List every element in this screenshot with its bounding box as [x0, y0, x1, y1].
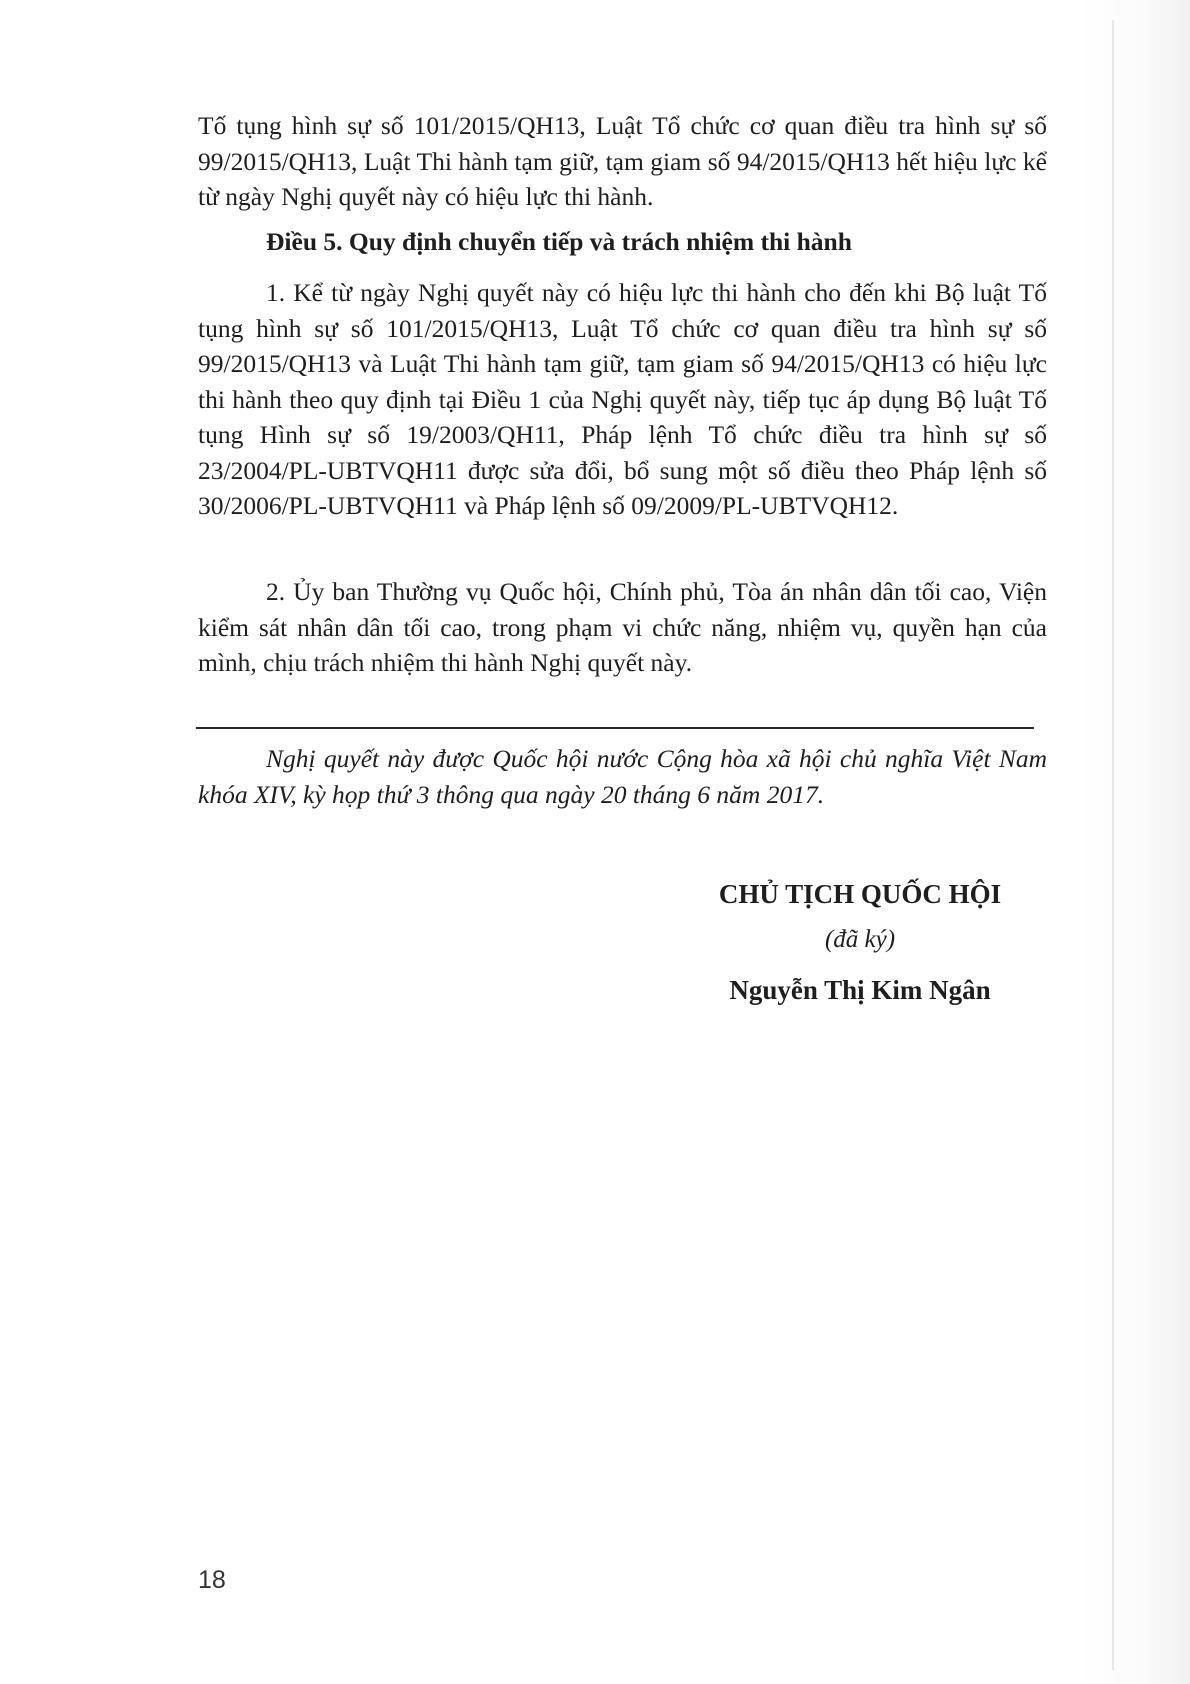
article-5-clause-2: 2. Ủy ban Thường vụ Quốc hội, Chính phủ, Tòa án nhân dân tối cao, Viện kiểm sát nhân dân tối cao, trong phạm vi chức năng, nhiệm vụ, quyền hạn của mình, chịu trách nhiệm thi hành Nghị quyết này.: [198, 577, 1047, 677]
intro-paragraph-block: [198, 108, 1047, 215]
article-5-clause-1: 1. Kể từ ngày Nghị quyết này có hiệu lực thi hành cho đến khi Bộ luật Tố tụng hình sự số 101/2015/QH13, Luật Tổ chức cơ quan điều tra hình sự số 99/2015/QH13 và Luật Thi hành tạm giữ, tạm giam số 94/2015/QH13 có hiệu lực thi hành theo quy định tại Điều 1 của Nghị quyết này, tiếp tục áp dụng Bộ luật Tố tụng Hình sự số 19/2003/QH11, Pháp lệnh Tổ chức điều tra hình sự số 23/2004/PL-UBTVQH11 được sửa đổi, bổ sung một số điều theo Pháp lệnh số 30/2006/PL-UBTVQH11 và Pháp lệnh số 09/2009/PL-UBTVQH12.: [198, 278, 1047, 520]
adoption-note: Nghị quyết này được Quốc hội nước Cộng hòa xã hội chủ nghĩa Việt Nam khóa XIV, kỳ họp thứ 3 thông qua ngày 20 tháng 6 năm 2017.: [198, 744, 1047, 809]
article-5-clause-2-block: [198, 574, 1047, 681]
section-divider: [196, 727, 1034, 729]
page-number: 18: [198, 1566, 226, 1594]
signed-note: (đã ký): [824, 926, 896, 953]
intro-paragraph: Tố tụng hình sự số 101/2015/QH13, Luật Tổ chức cơ quan điều tra hình sự số 99/2015/QH13, Luật Thi hành tạm giữ, tạm giam số 94/2015/QH13 hết hiệu lực kể từ ngày Nghị quyết này có hiệu lực thi hành.: [198, 111, 1047, 211]
article-5-heading: Điều 5. Quy định chuyển tiếp và trách nhiệm thi hành: [266, 227, 852, 256]
signature-block: [660, 872, 1060, 1012]
page-edge-shadow: [1080, 0, 1190, 1684]
article-5-clause-1-block: [198, 275, 1047, 524]
page-edge-line: [1112, 20, 1114, 1670]
adoption-note-block: [198, 741, 1047, 812]
signatory-title: CHỦ TỊCH QUỐC HỘI: [718, 879, 1002, 909]
signatory-name: Nguyễn Thị Kim Ngân: [729, 975, 991, 1005]
